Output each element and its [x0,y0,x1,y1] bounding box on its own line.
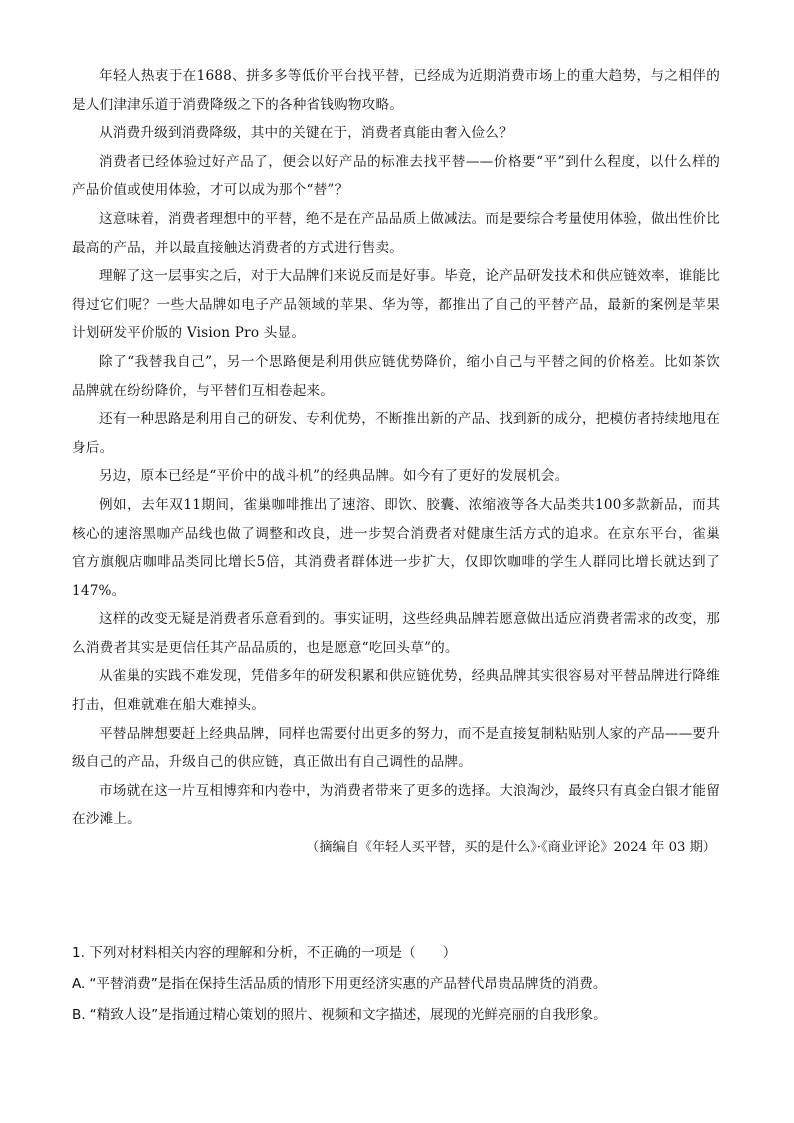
article-body [72,62,720,863]
article-paragraph: 理解了这一层事实之后，对于大品牌们来说反而是好事。毕竟，论产品研发技术和供应链效率，谁能比得过它们呢？一些大品牌如电子产品领域的苹果、华为等，都推出了自己的平替产品，最新的案例是苹果计划研发平价版的 Vision Pro 头显。 [72,268,720,342]
option-a[interactable] [72,969,732,1000]
article-source: （摘编自《年轻人买平替，买的是什么》·《商业评论》2024 年 03 期） [306,840,716,856]
question-block [72,938,732,1031]
option-text: “平替消费”是指在保持生活品质的情形下用更经济实惠的产品替代昂贵品牌货的消费。 [89,976,607,992]
article-paragraph: 平替品牌想要赶上经典品牌，同样也需要付出更多的努力，而不是直接复制粘贴别人家的产品——要升级自己的产品，升级自己的供应链，真正做出有自己调性的品牌。 [72,725,720,771]
article-paragraph: 从消费升级到消费降级，其中的关键在于，消费者真能由奢入俭么？ [99,125,513,142]
option-text: “精致人设”是指通过精心策划的照片、视频和文字描述，展现的光鲜亮丽的自我形象。 [89,1007,607,1023]
question-stem: 1. 下列对材料相关内容的理解和分析，不正确的一项是（ ） [72,945,457,961]
article-paragraph: 另边，原本已经是“平价中的战斗机”的经典品牌。如今有了更好的发展机会。 [99,468,569,485]
article-paragraph: 这样的改变无疑是消费者乐意看到的。事实证明，这些经典品牌若愿意做出适应消费者需求的改变，那么消费者其实是更信任其产品品质的，也是愿意“吃回头草”的。 [72,611,720,656]
article-paragraph: 年轻人热衷于在1688、拼多多等低价平台找平替，已经成为近期消费市场上的重大趋势，与之相伴的是人们津津乐道于消费降级之下的各种省钱购物攻略。 [72,68,720,113]
article-paragraph: 消费者已经体验过好产品了，便会以好产品的标准去找平替——价格要“平”到什么程度，以什么样的产品价值或使用体验，才可以成为那个“替”？ [72,153,720,199]
article-paragraph: 还有一种思路是利用自己的研发、专利优势，不断推出新的产品、找到新的成分，把模仿者持续地甩在身后。 [72,411,720,456]
option-letter: B. [72,1007,86,1023]
article-paragraph: 从雀巢的实践不难发现，凭借多年的研发积累和供应链优势，经典品牌其实很容易对平替品牌进行降维打击，但难就难在船大难掉头。 [72,668,720,714]
option-b[interactable] [72,1000,732,1031]
article-paragraph: 这意味着，消费者理想中的平替，绝不是在产品品质上做减法。而是要综合考量使用体验，做出性价比最高的产品，并以最直接触达消费者的方式进行售卖。 [72,210,720,256]
option-letter: A. [72,976,86,992]
article-paragraph: 除了“我替我自己”，另一个思路便是利用供应链优势降价，缩小自己与平替之间的价格差。比如茶饮品牌就在纷纷降价，与平替们互相卷起来。 [72,353,720,399]
article-paragraph: 市场就在这一片互相博弈和内卷中，为消费者带来了更多的选择。大浪淘沙，最终只有真金白银才能留在沙滩上。 [72,782,720,828]
article-paragraph: 例如，去年双11期间，雀巢咖啡推出了速溶、即饮、胶囊、浓缩液等各大品类共100多款新品，而其核心的速溶黑咖产品线也做了调整和改良，进一步契合消费者对健康生活方式的追求。在京东平台，雀巢官方旗舰店咖啡品类同比增长5倍，其消费者群体进一步扩大，仅即饮咖啡的学生人群同比增长就达到了147%。 [72,496,720,599]
